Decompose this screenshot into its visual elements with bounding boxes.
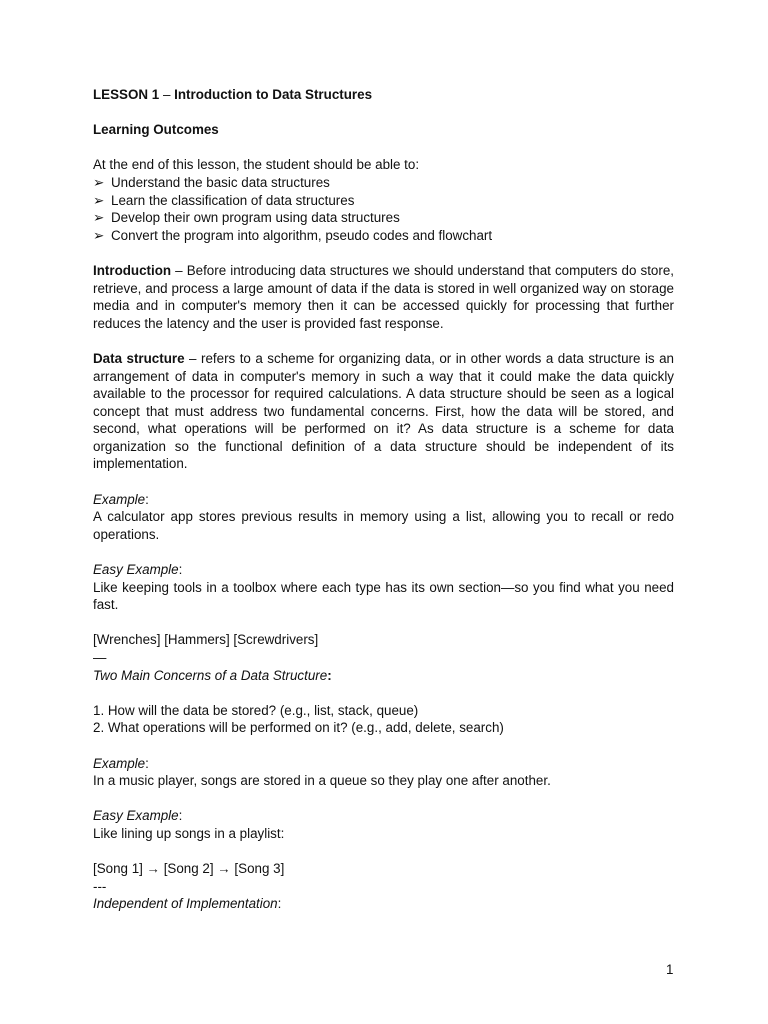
example-text: A calculator app stores previous results in memory using a list, allowing you to recall or redo operations. xyxy=(93,509,674,542)
easy-example-label: Easy Example: xyxy=(93,562,183,578)
example-label: Example: xyxy=(93,491,149,507)
example-text: In a music player, songs are stored in a queue so they play one after another. xyxy=(93,773,551,789)
data-structure-term: Data structure xyxy=(93,350,185,366)
independent-heading: Independent of Implementation: xyxy=(93,896,282,912)
title-dash: – xyxy=(159,87,175,102)
separator-dash: — xyxy=(93,650,107,665)
lesson-number: LESSON 1 xyxy=(93,87,160,102)
outcome-item: ➢ Develop their own program using data structures xyxy=(93,210,400,226)
outcome-item: ➢ Understand the basic data structures xyxy=(93,174,330,190)
data-structure-text: – refers to a scheme for organizing data, or in other words a data structure is an arrangement of data in computer's memory in such a way that it could make the data quickly available to the processor for required calculations. A data structure should be seen as a logical concept that must address two fundamental concerns. First, how the data will be stored, and second, what operations will be performed on it? As data structure is a scheme for data organization so the functional definition of a data structure should be independent of its implementation. xyxy=(93,350,674,472)
data-structure-paragraph xyxy=(93,350,674,473)
document-page xyxy=(93,86,674,913)
separator-dashes: --- xyxy=(93,878,107,894)
introduction-text: – Before introducing data structures we should understand that computers do store, retrieve, and process a large amount of data if the data is stored in well organized way on storage media and in computer's memory then it can be accessed quickly for processing that further reduces the latency and the user is provided fast response. xyxy=(93,262,674,331)
easy-example-text: Like keeping tools in a toolbox where each type has its own section—so you find what you need fast. xyxy=(93,579,674,613)
outcome-item: ➢ Convert the program into algorithm, pseudo codes and flowchart xyxy=(93,227,493,243)
toolbox-line: [Wrenches] [Hammers] [Screwdrivers] xyxy=(93,632,319,648)
bullet-arrow-icon: ➢ xyxy=(93,174,105,190)
learning-outcomes-intro: At the end of this lesson, the student should be able to: xyxy=(93,157,420,173)
bullet-arrow-icon: ➢ xyxy=(93,227,105,243)
bullet-arrow-icon: ➢ xyxy=(93,192,105,208)
introduction-paragraph xyxy=(93,262,674,332)
bullet-arrow-icon: ➢ xyxy=(93,210,105,226)
concerns-heading: Two Main Concerns of a Data Structure: xyxy=(93,667,332,683)
concern-item: 1. How will the data be stored? (e.g., list, stack, queue) xyxy=(93,702,419,718)
example-label: Example: xyxy=(93,755,149,771)
playlist-line: [Song 1] → [Song 2] → [Song 3] xyxy=(93,861,285,877)
concern-item: 2. What operations will be performed on it? (e.g., add, delete, search) xyxy=(93,720,504,736)
outcome-item: ➢ Learn the classification of data structures xyxy=(93,192,355,208)
lesson-title xyxy=(93,86,674,104)
easy-example-text: Like lining up songs in a playlist: xyxy=(93,825,285,841)
lesson-topic: Introduction to Data Structures xyxy=(174,87,373,102)
page-number: 1 xyxy=(666,962,674,977)
introduction-term: Introduction xyxy=(93,262,172,278)
easy-example-label: Easy Example: xyxy=(93,808,183,824)
learning-outcomes-heading: Learning Outcomes xyxy=(93,122,219,138)
